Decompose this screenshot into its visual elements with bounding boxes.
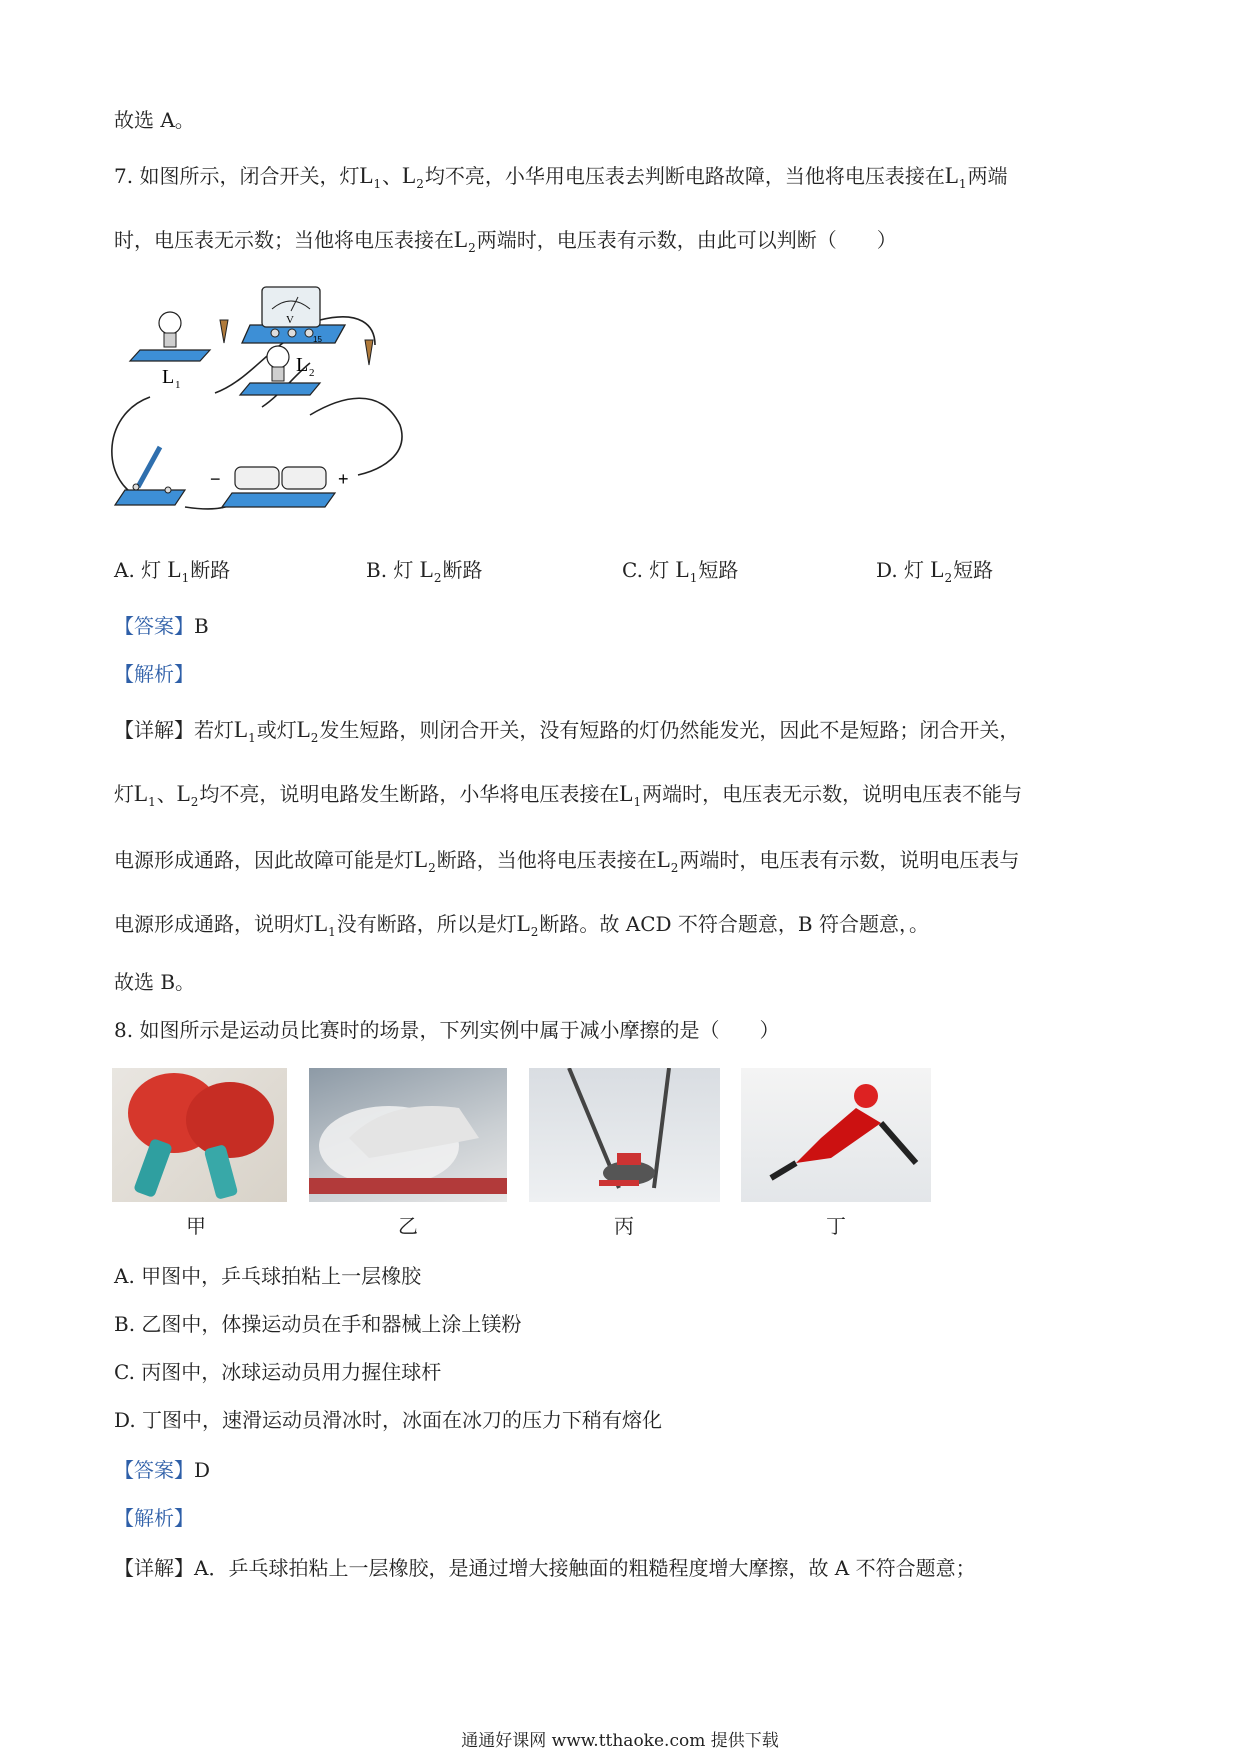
svg-text:L: L	[296, 354, 309, 376]
q7-answer: 【答案】B	[114, 614, 209, 638]
svg-text:V: V	[286, 314, 294, 326]
voltmeter-probe-right	[365, 340, 373, 365]
q7-detail-line4: 电源形成通路，说明灯$L_1$没有断路，所以是灯$L_2$断路。故 ACD 不符合题意，B 符合题意，。	[114, 911, 929, 939]
q8-option-c[interactable]: C. 丙图中，冰球运动员用力握住球杆	[114, 1360, 442, 1384]
q7-stem-line1: 7. 如图所示，闭合开关，灯$L_1$、$L_2$均不亮，小华用电压表去判断电路故障，当他将电压表接在$L_1$两端	[114, 163, 1008, 191]
q7-option-a[interactable]: A. 灯 $L_1$断路	[114, 557, 231, 585]
q8-option-d[interactable]: D. 丁图中，速滑运动员滑冰时，冰面在冰刀的压力下稍有熔化	[114, 1408, 663, 1432]
q7-stem-line2: 时，电压表无示数；当他将电压表接在$L_2$两端时，电压表有示数，由此可以判断（ ）	[114, 227, 897, 255]
caption-jia: 甲	[186, 1214, 206, 1238]
svg-text:L: L	[162, 366, 175, 388]
q8-detail: 【详解】A．乒乓球拍粘上一层橡胶，是通过增大接触面的粗糙程度增大摩擦，故 A 不符合题意；	[114, 1556, 976, 1580]
voltmeter	[242, 287, 345, 344]
caption-ding: 丁	[826, 1214, 846, 1238]
svg-text:+: +	[338, 469, 349, 489]
q6-conclusion: 故选 A。	[114, 108, 195, 132]
q7-detail-line1: 【详解】若灯$L_1$或灯$L_2$发生短路，则闭合开关，没有短路的灯仍然能发光，因此不是短路；闭合开关，	[114, 717, 1020, 745]
caption-bing: 丙	[614, 1214, 634, 1238]
lamp-l1	[130, 312, 210, 391]
footer-source: 通通好课网 www.tthaoke.com 提供下载	[461, 1731, 779, 1751]
q7-conclusion: 故选 B。	[114, 970, 196, 994]
q7-option-d[interactable]: D. 灯 $L_2$短路	[876, 557, 994, 585]
photo-pingpong-paddles	[112, 1068, 287, 1202]
q8-stem: 8. 如图所示是运动员比赛时的场景，下列实例中属于减小摩擦的是（ ）	[114, 1018, 780, 1042]
q7-detail-line2: 灯$L_1$、$L_2$均不亮，说明电路发生断路，小华将电压表接在$L_1$两端时，电压表无示数，说明电压表不能与	[114, 781, 1023, 809]
voltmeter-probe-left	[220, 320, 228, 343]
svg-text:2: 2	[309, 367, 315, 379]
q7-detail-line3: 电源形成通路，因此故障可能是灯$L_2$断路，当他将电压表接在$L_2$两端时，电压表有示数，说明电压表与	[114, 847, 1020, 875]
q7-option-c[interactable]: C. 灯 $L_1$短路	[622, 557, 739, 585]
photo-speed-skater	[741, 1068, 931, 1202]
q8-analysis-tag: 【解析】	[114, 1506, 194, 1530]
battery-pack	[210, 467, 349, 507]
switch	[115, 447, 185, 505]
svg-text:15: 15	[313, 335, 322, 344]
photo-gymnast-chalk	[309, 1068, 507, 1202]
q8-option-a[interactable]: A. 甲图中，乒乓球拍粘上一层橡胶	[114, 1264, 422, 1288]
q7-option-b[interactable]: B. 灯 $L_2$断路	[366, 557, 483, 585]
circuit-figure	[110, 285, 410, 525]
photo-curling	[529, 1068, 720, 1202]
caption-yi: 乙	[398, 1214, 418, 1238]
q7-analysis-tag: 【解析】	[114, 662, 194, 686]
q8-option-b[interactable]: B. 乙图中，体操运动员在手和器械上涂上镁粉	[114, 1312, 522, 1336]
lamp-l2	[240, 346, 320, 395]
q8-answer: 【答案】D	[114, 1458, 211, 1482]
svg-text:−: −	[210, 469, 221, 489]
svg-text:1: 1	[175, 379, 181, 391]
